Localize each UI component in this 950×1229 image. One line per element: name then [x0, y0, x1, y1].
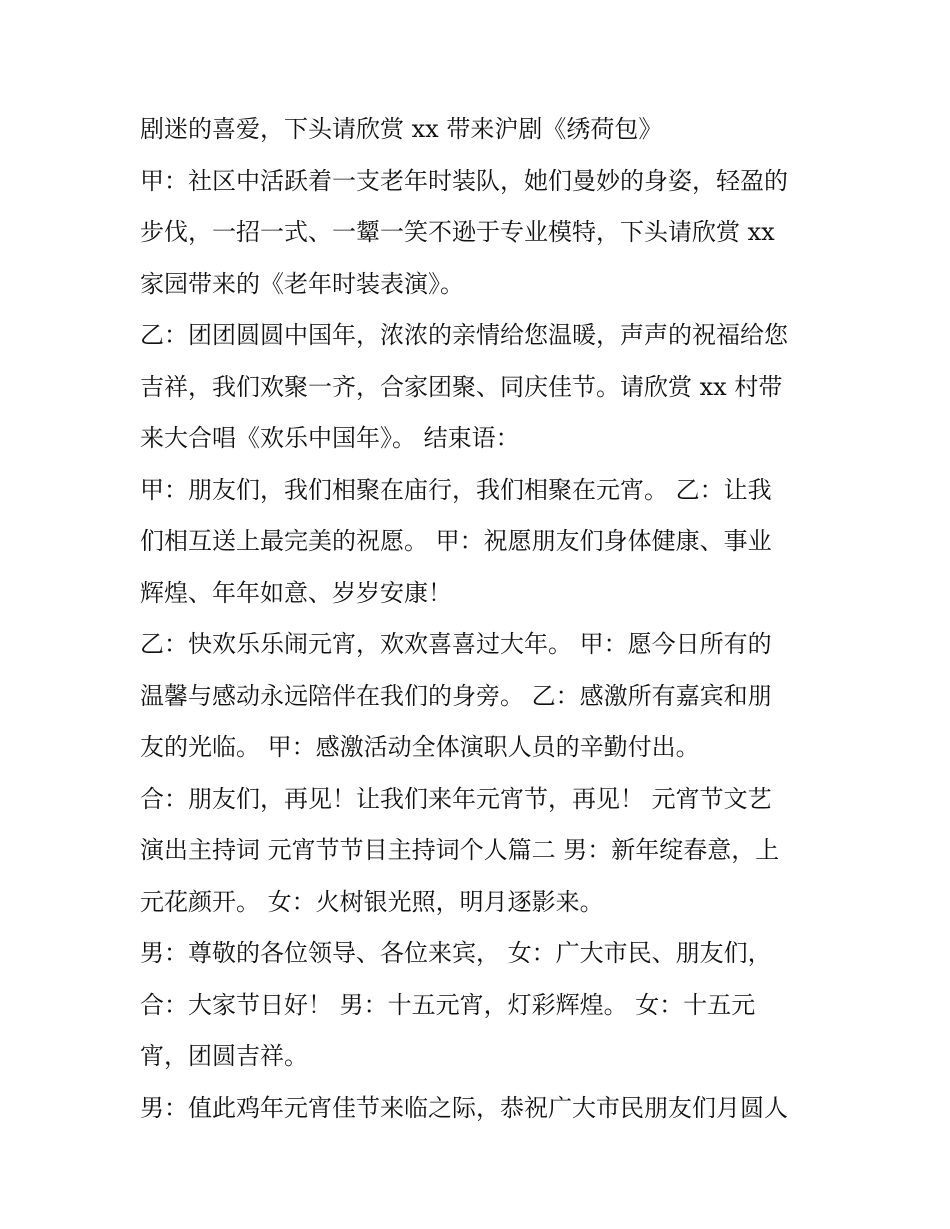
text-line: 吉祥，我们欢聚一齐，合家团聚、同庆佳节。请欣赏 xx 村带 — [140, 372, 783, 401]
text-line: 辉煌、年年如意、岁岁安康！ — [140, 578, 452, 607]
text-line: 合：大家节日好！ 男：十五元宵，灯彩辉煌。 女：十五元 — [140, 990, 756, 1019]
text-line: 家园带来的《老年时装表演》。 — [140, 269, 464, 298]
text-line: 乙：团团圆圆中国年，浓浓的亲情给您温暖，声声的祝福给您 — [140, 321, 788, 349]
text-line: 男：值此鸡年元宵佳节来临之际，恭祝广大市民朋友们月圆人 — [140, 1093, 788, 1122]
text-line: 男：尊敬的各位领导、各位来宾， 女：广大市民、朋友们， — [140, 939, 772, 967]
text-line: 乙：快欢乐乐闹元宵，欢欢喜喜过大年。 甲：愿今日所有的 — [140, 630, 772, 658]
text-line: 剧迷的喜爱，下头请欣赏 xx 带来沪剧《绣荷包》 — [140, 115, 663, 143]
text-line: 友的光临。 甲：感激活动全体演职人员的辛勤付出。 — [140, 733, 700, 761]
text-line: 甲：朋友们，我们相聚在庙行，我们相聚在元宵。 乙：让我 — [140, 475, 772, 504]
text-line: 演出主持词 元宵节节目主持词个人篇二 男：新年绽春意，上 — [140, 836, 780, 864]
text-line: 甲：社区中活跃着一支老年时装队，她们曼妙的身姿，轻盈的 — [140, 166, 788, 195]
text-line: 宵，团圆吉祥。 — [140, 1042, 308, 1070]
document-text — [140, 104, 820, 1134]
text-line: 步伐，一招一式、一颦一笑不逊于专业模特，下头请欣赏 xx — [140, 218, 775, 246]
text-line: 元花颜开。 女：火树银光照，明月逐影来。 — [140, 887, 604, 916]
text-line: 们相互送上最完美的祝愿。 甲：祝愿朋友们身体健康、事业 — [140, 527, 772, 555]
text-line: 来大合唱《欢乐中国年》。 结束语： — [140, 424, 520, 452]
text-line: 合：朋友们，再见！让我们来年元宵节，再见！ 元宵节文艺 — [140, 784, 772, 813]
text-line: 温馨与感动永远陪伴在我们的身旁。 乙：感激所有嘉宾和朋 — [140, 681, 772, 710]
